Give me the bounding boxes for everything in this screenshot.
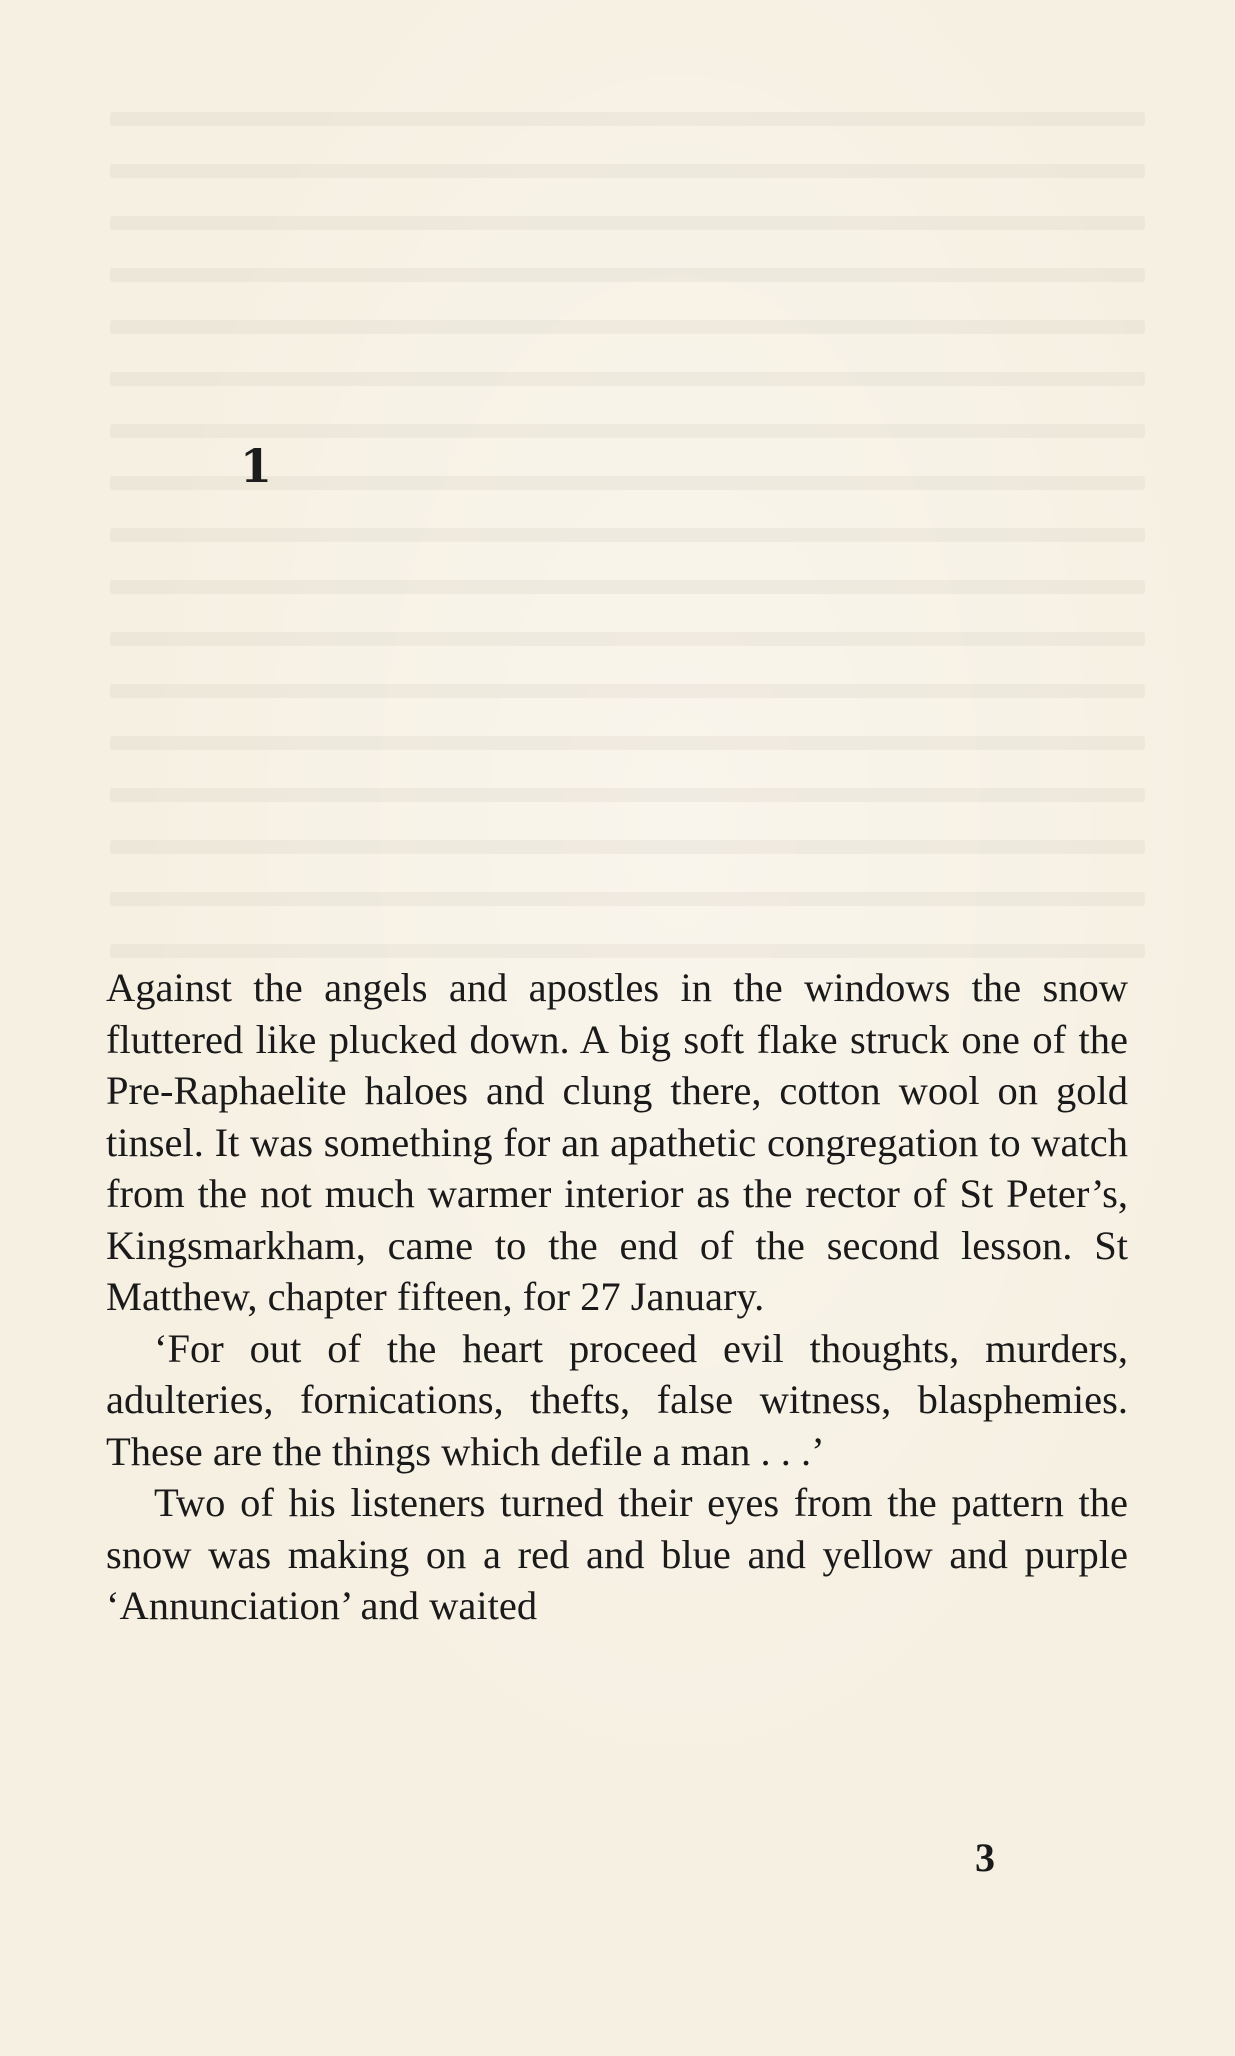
show-through-line	[110, 892, 1145, 906]
show-through-line	[110, 788, 1145, 802]
show-through-line	[110, 840, 1145, 854]
show-through-line	[110, 164, 1145, 178]
show-through-line	[110, 320, 1145, 334]
show-through-line	[110, 684, 1145, 698]
chapter-body-text	[106, 962, 1128, 1632]
chapter-number: 1	[240, 439, 273, 493]
page-number: 3	[975, 1835, 995, 1880]
show-through-line	[110, 372, 1145, 386]
show-through-line	[110, 216, 1145, 230]
paragraph-1: Against the angels and apostles in the windows the snow fluttered like plucked down. A big soft flake struck one of the Pre-Raphaelite haloes and clung there, cotton wool on gold tinsel. It was something for an apathetic congregation to watch from the not much warmer interior as the rector of St Peter’s, Kingsmarkham, came to the end of the second lesson. St Matthew, chapter fifteen, for 27 January.	[106, 965, 1128, 1319]
paragraph-2: ‘For out of the heart proceed evil thoughts, murders, adulteries, fornications, thefts, false witness, blasphemies. These are the things which defile a man . . .’	[106, 1325, 1128, 1474]
paragraph-3: Two of his listeners turned their eyes from the pattern the snow was making on a red and blue and yellow and purple ‘Annunciation’ and waited	[106, 1480, 1128, 1628]
show-through-line	[110, 736, 1145, 750]
show-through-line	[110, 528, 1145, 542]
show-through-line	[110, 424, 1145, 438]
show-through-line	[110, 268, 1145, 282]
show-through-line	[110, 944, 1145, 958]
show-through-line	[110, 112, 1145, 126]
show-through-line	[110, 580, 1145, 594]
show-through-line	[110, 632, 1145, 646]
